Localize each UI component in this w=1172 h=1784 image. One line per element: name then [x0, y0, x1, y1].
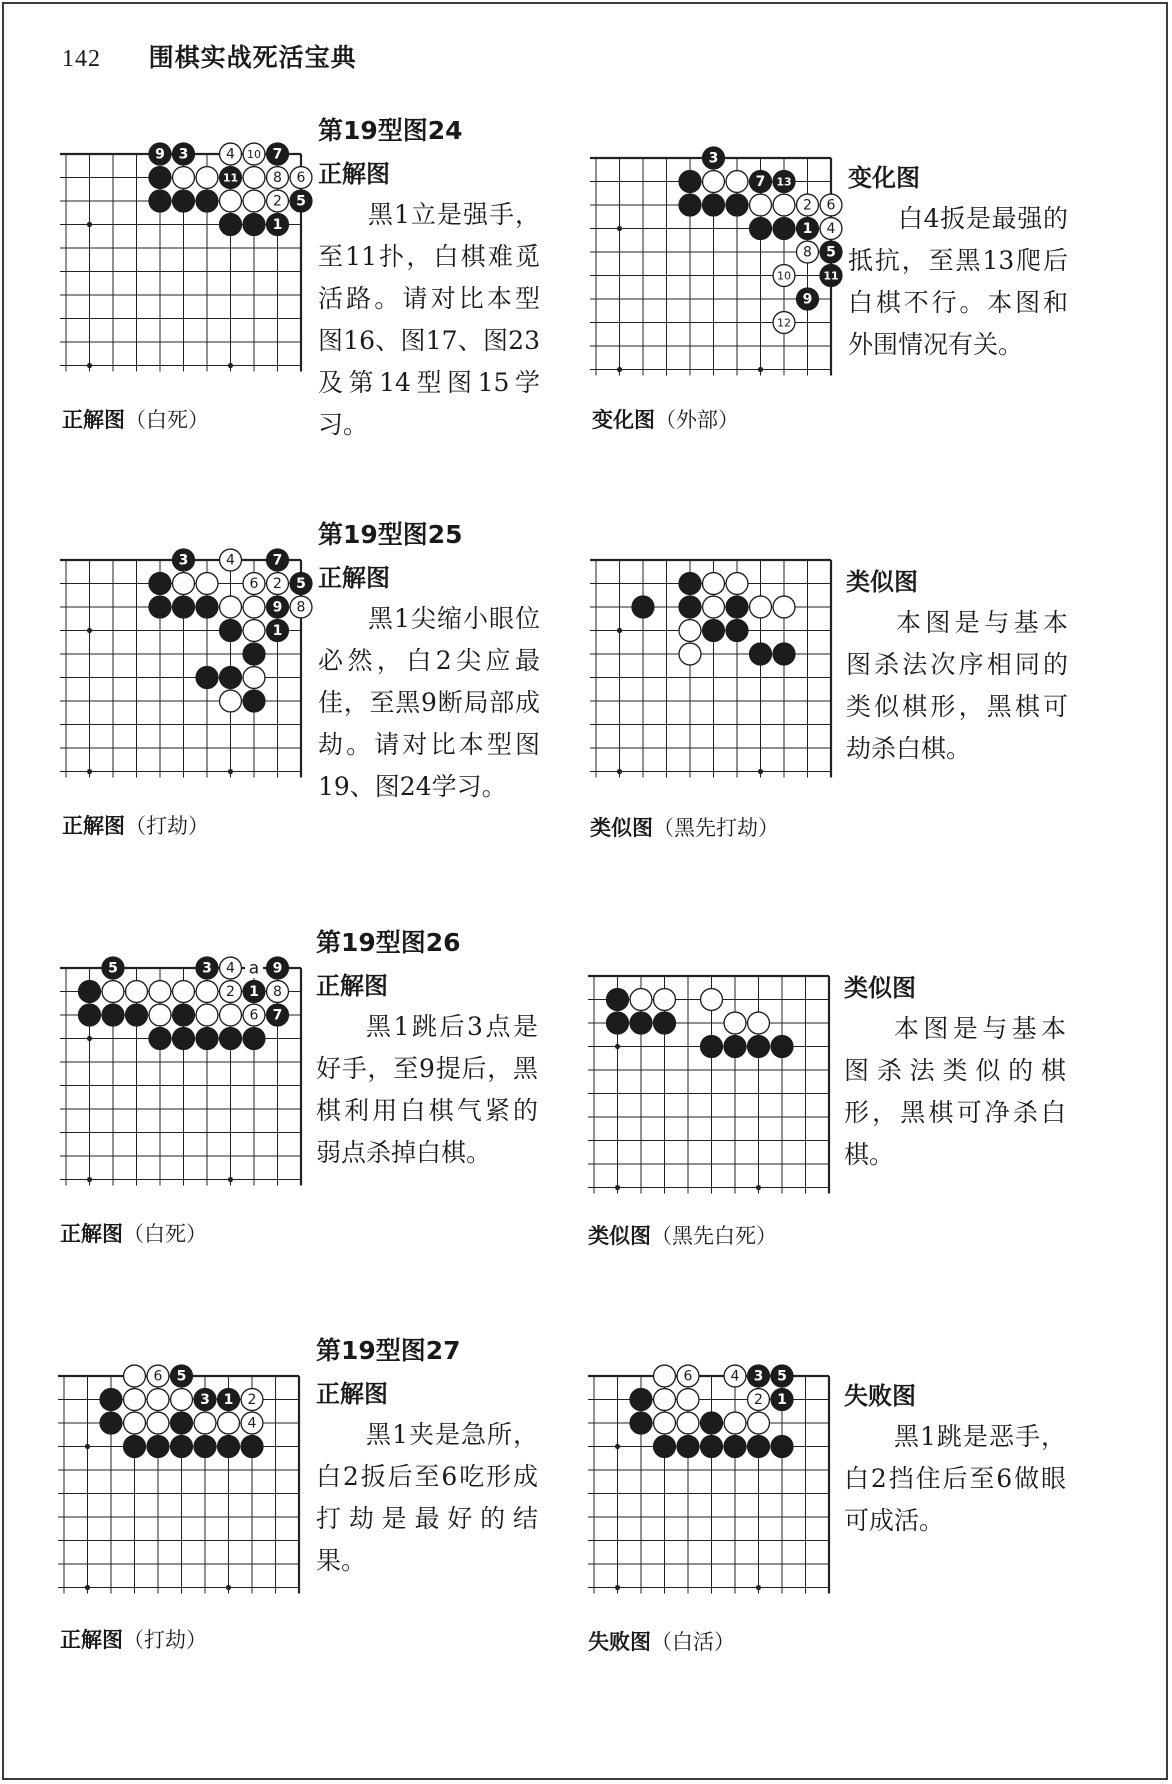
- commentary: 本图是与基本图杀法次序相同的类似棋形，黑棋可劫杀白棋。: [846, 608, 1068, 763]
- caption-main: 正解图: [62, 814, 125, 838]
- white-stone: [196, 1004, 218, 1026]
- white-stone: [750, 596, 772, 618]
- commentary: 黑1夹是急所，白2扳后至6吃形成打劫是最好的结果。: [316, 1420, 538, 1575]
- caption-note: （白死）: [125, 408, 209, 432]
- commentary: 本图是与基本图杀法类似的棋形，黑棋可净杀白棋。: [844, 1014, 1066, 1169]
- white-stone: [194, 1412, 216, 1434]
- white-stone: [677, 1412, 699, 1434]
- star-point: [87, 363, 92, 368]
- white-stone: [220, 190, 242, 212]
- move-number: 6: [153, 1368, 163, 1385]
- move-number: 5: [176, 1368, 187, 1385]
- black-stone: [220, 667, 242, 689]
- black-stone: [748, 1436, 770, 1458]
- text-block-27-right: [844, 1376, 1066, 1542]
- go-board-27-left: [60, 1362, 311, 1588]
- move-number: 3: [202, 960, 212, 977]
- move-number: 8: [273, 984, 282, 1000]
- star-point: [756, 1585, 761, 1590]
- black-stone: [100, 1412, 122, 1434]
- move-number: 10: [247, 148, 261, 161]
- star-point: [85, 1585, 90, 1590]
- move-number: 3: [708, 150, 719, 167]
- move-number: 1: [272, 217, 283, 233]
- go-board-25-left: [62, 546, 313, 772]
- black-stone: [149, 1028, 171, 1050]
- star-point: [615, 1185, 620, 1190]
- white-stone: [196, 981, 218, 1003]
- diagram-subtitle: 类似图: [846, 568, 918, 596]
- white-stone: [724, 1012, 746, 1034]
- move-number: 2: [273, 193, 282, 210]
- board-caption-27-right: [588, 1626, 735, 1656]
- black-stone: [147, 1436, 169, 1458]
- section-heading: 第19型图25: [318, 520, 463, 549]
- black-stone: [149, 190, 171, 212]
- move-number: 4: [730, 1368, 740, 1385]
- black-stone: [726, 620, 748, 642]
- board-caption-24-left: [62, 404, 209, 434]
- white-stone: [773, 596, 795, 618]
- black-stone: [124, 1436, 146, 1458]
- move-number: 5: [777, 1368, 787, 1385]
- move-number: 6: [826, 197, 836, 214]
- caption-main: 类似图: [588, 1224, 651, 1248]
- black-stone: [173, 190, 195, 212]
- black-stone: [703, 194, 725, 216]
- black-stone: [79, 1004, 101, 1026]
- white-stone: [243, 620, 265, 642]
- black-stone: [630, 1012, 652, 1034]
- move-number: 8: [273, 170, 282, 186]
- move-number: 7: [755, 174, 766, 190]
- white-stone: [173, 981, 195, 1003]
- star-point: [228, 363, 233, 368]
- black-stone: [126, 1004, 148, 1026]
- move-number: 5: [826, 244, 836, 261]
- white-stone: [124, 1389, 146, 1411]
- star-point: [615, 1585, 620, 1590]
- caption-note: （黑先白死）: [651, 1224, 777, 1248]
- move-number: 1: [249, 984, 259, 1000]
- black-stone: [724, 1436, 746, 1458]
- board-caption-26-right: [588, 1220, 777, 1250]
- move-number: 5: [108, 960, 118, 977]
- black-stone: [100, 1389, 122, 1411]
- move-number: 1: [802, 221, 813, 237]
- page-number: 142: [62, 46, 101, 72]
- move-number: 2: [247, 1392, 257, 1408]
- go-board-26-left: [62, 954, 313, 1180]
- move-number: 3: [200, 1392, 210, 1408]
- section-heading: 第19型图24: [318, 116, 463, 145]
- black-stone: [171, 1412, 193, 1434]
- black-stone: [630, 1412, 652, 1434]
- move-number: 9: [155, 146, 165, 163]
- caption-main: 正解图: [62, 408, 125, 432]
- black-stone: [773, 218, 795, 240]
- black-stone: [149, 596, 171, 618]
- section-heading: 第19型图26: [316, 928, 461, 957]
- commentary: 白4扳是最强的抵抗，至黑13爬后白棋不行。本图和外围情况有关。: [848, 204, 1068, 359]
- black-stone: [149, 167, 171, 189]
- move-number: 6: [249, 1007, 259, 1024]
- move-number: 8: [296, 599, 306, 616]
- black-stone: [630, 1389, 652, 1411]
- white-stone: [726, 171, 748, 193]
- text-block-24-right: [848, 158, 1068, 366]
- move-number: 6: [683, 1368, 693, 1385]
- move-number: 12: [777, 316, 791, 330]
- move-number: 2: [226, 984, 235, 1000]
- black-stone: [102, 1004, 124, 1026]
- white-stone: [196, 573, 218, 595]
- board-caption-26-left: [60, 1218, 207, 1248]
- caption-note: （外部）: [655, 408, 739, 432]
- black-stone: [750, 643, 772, 665]
- black-stone: [726, 596, 748, 618]
- white-stone: [677, 1389, 699, 1411]
- white-stone: [171, 1389, 193, 1411]
- diagram-subtitle: 正解图: [318, 160, 390, 188]
- board-caption-25-right: [590, 812, 779, 842]
- white-stone: [654, 989, 676, 1011]
- black-stone: [196, 190, 218, 212]
- caption-main: 变化图: [592, 408, 655, 432]
- black-stone: [703, 620, 725, 642]
- move-number: 4: [247, 1415, 257, 1432]
- caption-note: （白活）: [651, 1630, 735, 1654]
- move-number: 3: [753, 1368, 764, 1385]
- move-number: 11: [222, 171, 239, 185]
- white-stone: [124, 1412, 146, 1434]
- black-stone: [196, 667, 218, 689]
- white-stone: [218, 1412, 240, 1434]
- caption-note: （白死）: [123, 1222, 207, 1246]
- star-point: [615, 1444, 620, 1449]
- black-stone: [654, 1436, 676, 1458]
- white-stone: [654, 1389, 676, 1411]
- go-board-25-right: [592, 546, 843, 772]
- text-block-25-right: [846, 562, 1068, 770]
- black-stone: [607, 989, 629, 1011]
- black-stone: [677, 1436, 699, 1458]
- section-heading: 第19型图27: [316, 1336, 461, 1365]
- diagram-subtitle: 类似图: [844, 974, 916, 1002]
- move-number: 2: [803, 197, 812, 214]
- move-number: 3: [178, 146, 189, 163]
- star-point: [87, 1177, 92, 1182]
- caption-note: （打劫）: [123, 1628, 207, 1652]
- star-point: [756, 1185, 761, 1190]
- white-stone: [124, 1365, 146, 1387]
- commentary: 黑1跳后3点是好手，至9提后，黑棋利用白棋气紧的弱点杀掉白棋。: [316, 1012, 538, 1167]
- white-stone: [220, 596, 242, 618]
- black-stone: [220, 214, 242, 236]
- white-stone: [726, 573, 748, 595]
- star-point: [617, 226, 622, 231]
- white-stone: [748, 1412, 770, 1434]
- diagram-subtitle: 失败图: [844, 1382, 916, 1410]
- black-stone: [243, 1028, 265, 1050]
- black-stone: [241, 1436, 263, 1458]
- star-point: [758, 769, 763, 774]
- black-stone: [750, 218, 772, 240]
- move-number: 7: [272, 146, 283, 163]
- diagram-subtitle: 正解图: [316, 1380, 388, 1408]
- move-number: 6: [296, 170, 306, 186]
- move-number: 11: [823, 269, 839, 283]
- commentary: 黑1尖缩小眼位必然，白2尖应最佳，至黑9断局部成劫。请对比本型图19、图24学习。: [318, 604, 540, 801]
- black-stone: [220, 620, 242, 642]
- move-number: 1: [223, 1392, 234, 1408]
- board-caption-27-left: [60, 1624, 207, 1654]
- move-number: 9: [802, 291, 813, 308]
- move-number: 9: [272, 599, 283, 616]
- move-number: a: [248, 958, 260, 979]
- move-number: 10: [777, 269, 791, 283]
- move-number: 7: [272, 552, 283, 569]
- white-stone: [703, 596, 725, 618]
- black-stone: [701, 1412, 723, 1434]
- black-stone: [173, 1004, 195, 1026]
- move-number: 4: [226, 552, 235, 569]
- white-stone: [149, 1004, 171, 1026]
- white-stone: [701, 989, 723, 1011]
- move-number: 2: [754, 1392, 763, 1408]
- star-point: [758, 367, 763, 372]
- move-number: 13: [776, 175, 792, 189]
- board-caption-25-left: [62, 810, 209, 840]
- black-stone: [654, 1012, 676, 1034]
- star-point: [226, 1585, 231, 1590]
- move-number: 1: [272, 623, 283, 639]
- white-stone: [149, 981, 171, 1003]
- commentary: 黑1跳是恶手，白2挡住后至6做眼可成活。: [844, 1422, 1066, 1535]
- move-number: 4: [826, 221, 836, 237]
- black-stone: [196, 1028, 218, 1050]
- black-stone: [771, 1036, 793, 1058]
- commentary: 黑1立是强手，至11扑，白棋难觅活路。请对比本型图16、图17、图23及第14型图15学习。: [318, 200, 540, 439]
- book-title: 围棋实战死活宝典: [148, 43, 357, 72]
- caption-main: 正解图: [60, 1628, 123, 1652]
- go-board-26-right: [590, 962, 841, 1188]
- black-stone: [218, 1436, 240, 1458]
- move-number: 9: [272, 960, 283, 977]
- black-stone: [679, 573, 701, 595]
- white-stone: [243, 667, 265, 689]
- move-number: 1: [777, 1392, 787, 1408]
- move-number: 8: [803, 244, 812, 261]
- black-stone: [632, 596, 654, 618]
- black-stone: [724, 1036, 746, 1058]
- text-block-24-left: [318, 108, 540, 446]
- black-stone: [243, 643, 265, 665]
- black-stone: [679, 171, 701, 193]
- black-stone: [607, 1012, 629, 1034]
- white-stone: [748, 1012, 770, 1034]
- star-point: [85, 1444, 90, 1449]
- diagram-subtitle: 正解图: [316, 972, 388, 1000]
- white-stone: [679, 643, 701, 665]
- white-stone: [220, 690, 242, 712]
- caption-main: 正解图: [60, 1222, 123, 1246]
- black-stone: [773, 643, 795, 665]
- caption-main: 失败图: [588, 1630, 651, 1654]
- white-stone: [126, 981, 148, 1003]
- star-point: [228, 769, 233, 774]
- star-point: [228, 1177, 233, 1182]
- black-stone: [79, 981, 101, 1003]
- white-stone: [173, 167, 195, 189]
- black-stone: [173, 1028, 195, 1050]
- white-stone: [147, 1389, 169, 1411]
- black-stone: [194, 1436, 216, 1458]
- move-number: 7: [272, 1007, 283, 1024]
- white-stone: [173, 573, 195, 595]
- move-number: 5: [296, 193, 306, 210]
- star-point: [87, 769, 92, 774]
- text-block-26-right: [844, 968, 1066, 1176]
- black-stone: [196, 596, 218, 618]
- white-stone: [243, 167, 265, 189]
- star-point: [615, 1044, 620, 1049]
- black-stone: [701, 1436, 723, 1458]
- white-stone: [220, 1004, 242, 1026]
- move-number: 4: [226, 960, 235, 977]
- white-stone: [243, 596, 265, 618]
- go-board-24-right: [592, 144, 843, 370]
- move-number: 3: [178, 552, 189, 569]
- move-number: 2: [273, 576, 282, 592]
- black-stone: [220, 1028, 242, 1050]
- go-board-24-left: [62, 140, 313, 366]
- text-block-26-left: [316, 920, 538, 1174]
- black-stone: [701, 1036, 723, 1058]
- move-number: 5: [296, 576, 306, 592]
- white-stone: [679, 620, 701, 642]
- black-stone: [771, 1436, 793, 1458]
- page-header: [62, 38, 357, 74]
- white-stone: [750, 194, 772, 216]
- board-caption-24-right: [592, 404, 739, 434]
- star-point: [87, 628, 92, 633]
- black-stone: [243, 214, 265, 236]
- star-point: [617, 367, 622, 372]
- white-stone: [102, 981, 124, 1003]
- caption-note: （黑先打劫）: [653, 816, 779, 840]
- white-stone: [654, 1412, 676, 1434]
- caption-main: 类似图: [590, 816, 653, 840]
- text-block-27-left: [316, 1328, 538, 1582]
- white-stone: [243, 190, 265, 212]
- star-point: [617, 769, 622, 774]
- star-point: [617, 628, 622, 633]
- white-stone: [724, 1412, 746, 1434]
- white-stone: [773, 194, 795, 216]
- white-stone: [630, 989, 652, 1011]
- star-point: [87, 222, 92, 227]
- move-number: 6: [249, 576, 259, 592]
- black-stone: [243, 690, 265, 712]
- go-board-27-right: [590, 1362, 841, 1588]
- black-stone: [173, 596, 195, 618]
- white-stone: [654, 1365, 676, 1387]
- white-stone: [147, 1412, 169, 1434]
- white-stone: [703, 573, 725, 595]
- text-block-25-left: [318, 512, 540, 808]
- diagram-subtitle: 变化图: [848, 164, 920, 192]
- white-stone: [703, 171, 725, 193]
- diagram-subtitle: 正解图: [318, 564, 390, 592]
- black-stone: [679, 194, 701, 216]
- black-stone: [171, 1436, 193, 1458]
- black-stone: [748, 1036, 770, 1058]
- black-stone: [679, 596, 701, 618]
- black-stone: [726, 194, 748, 216]
- white-stone: [196, 167, 218, 189]
- board-grid: [588, 1376, 829, 1594]
- black-stone: [149, 573, 171, 595]
- caption-note: （打劫）: [125, 814, 209, 838]
- move-number: 4: [226, 146, 235, 163]
- star-point: [87, 1036, 92, 1041]
